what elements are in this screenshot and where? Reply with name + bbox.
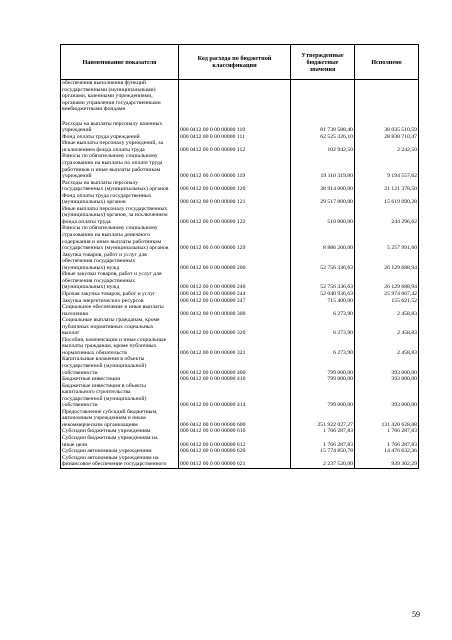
row-code-cell: 000 0412 00 0 00 00000 620 [179, 448, 291, 455]
spacer-cell [61, 113, 179, 121]
table-header-row [61, 45, 419, 80]
row-approved-cell: 102 942,50 [291, 140, 355, 153]
row-code-cell: 000 0412 00 0 00 00000 110 [179, 121, 291, 134]
table-row [61, 337, 419, 357]
row-code-cell: 000 0412 00 0 00 00000 244 [179, 291, 291, 298]
row-name-line: выплат [62, 330, 80, 337]
row-name-cell [61, 252, 179, 272]
row-name-line: работников и иные выплаты работникам [62, 166, 161, 173]
row-code-cell: 000 0412 00 0 00 00000 400 [179, 356, 291, 376]
row-name-cell [61, 409, 179, 429]
row-name-line: Иные выплаты персоналу учреждений, за [62, 140, 164, 147]
row-name-line: внебюджетными фондами [62, 106, 126, 113]
row-name-line: (муниципальных) нужд [62, 284, 120, 291]
row-name-cell [61, 80, 179, 113]
column-header-code: Код расхода по бюджетной классификации [179, 45, 291, 80]
row-name-line: нормативных обязательств [62, 349, 127, 356]
row-executed-cell: 21 121 378,50 [355, 180, 419, 193]
row-approved-cell: 52 040 936,63 [291, 291, 355, 298]
row-code-cell: 000 0412 00 0 00 00000 247 [179, 298, 291, 305]
row-name-line: Иные выплаты персоналу государственных [62, 205, 168, 212]
row-executed-cell: 155 621,52 [355, 298, 419, 305]
table-row [61, 252, 419, 272]
row-approved-cell: 2 237 520,00 [291, 455, 355, 469]
row-name-line: Социальное обеспечение и иные выплаты [62, 304, 164, 311]
row-approved-cell: 29 517 800,00 [291, 193, 355, 206]
row-code-cell: 000 0412 00 0 00 00000 410 [179, 376, 291, 383]
table-row [61, 140, 419, 153]
row-executed-cell: 38 035 510,59 [355, 121, 419, 134]
row-approved-cell: 52 756 336,63 [291, 271, 355, 291]
table-body [61, 80, 419, 469]
row-code-cell: 000 0412 00 0 00 00000 120 [179, 180, 291, 193]
row-code-cell: 000 0412 00 0 00 00000 121 [179, 193, 291, 206]
table-row [61, 193, 419, 206]
row-executed-cell: 2 458,83 [355, 304, 419, 317]
row-executed-cell: 2 458,83 [355, 317, 419, 337]
row-name-line: Социальные выплаты гражданам, кроме [62, 317, 160, 324]
row-name-cell [61, 455, 179, 469]
table-row [61, 435, 419, 448]
row-name-cell [61, 121, 179, 134]
row-code-cell: 000 0412 00 0 00 00000 320 [179, 317, 291, 337]
table-row [61, 80, 419, 113]
row-approved-cell: 6 273,90 [291, 304, 355, 317]
row-name-line: органами управления государственными [62, 99, 161, 106]
row-name-line: Закупка энергетических ресурсов [62, 297, 144, 304]
row-name-line: Расходы на выплаты персоналу казенных [62, 120, 163, 127]
row-code-cell: 000 0412 00 0 00 00000 612 [179, 435, 291, 448]
table-row [61, 225, 419, 251]
row-approved-cell: 6 273,90 [291, 317, 355, 337]
row-executed-cell: 28 838 710,47 [355, 134, 419, 141]
row-name-cell [61, 435, 179, 448]
row-approved-cell [291, 80, 355, 113]
row-name-line: Прочая закупка товаров, работ и услуг [62, 290, 156, 297]
row-name-line: некоммерческим организациям [62, 421, 138, 428]
row-name-line: учреждений [62, 127, 92, 134]
row-name-line: государственной (муниципальной) [62, 362, 147, 369]
row-code-cell: 000 0412 00 0 00 00000 621 [179, 455, 291, 469]
row-name-line: Бюджетные инвестиции [62, 376, 121, 383]
row-approved-cell: 715 400,00 [291, 298, 355, 305]
table-row [61, 356, 419, 376]
row-name-cell [61, 271, 179, 291]
row-name-line: Расходы на выплаты персоналу [62, 179, 139, 186]
table-row [61, 383, 419, 409]
row-name-line: обеспечения государственных [62, 277, 136, 284]
row-approved-cell: 799 000,00 [291, 383, 355, 409]
row-name-line: обеспечения государственных [62, 258, 136, 265]
row-name-line: обеспечения выполнения функций [62, 80, 146, 86]
budget-sheet [60, 44, 418, 469]
row-executed-cell: 1 766 287,83 [355, 435, 419, 448]
column-header-name: Наименование показателя [61, 45, 179, 80]
row-name-line: иные цели [62, 441, 88, 448]
row-approved-cell: 15 774 850,78 [291, 448, 355, 455]
row-executed-cell: 26 129 688,94 [355, 252, 419, 272]
row-name-line: Предоставление субсидий бюджетным, [62, 408, 158, 415]
row-name-line: страхованию на выплаты денежного [62, 232, 151, 239]
row-approved-cell: 251 922 027,27 [291, 409, 355, 429]
row-name-line: автономным учреждениям и иным [62, 415, 146, 422]
row-name-line: Субсидии автономным учреждениям [62, 448, 152, 455]
row-name-cell [61, 356, 179, 376]
budget-table [60, 44, 419, 469]
row-code-cell: 000 0412 00 0 00 00000 610 [179, 428, 291, 435]
row-code-cell: 000 0412 00 0 00 00000 111 [179, 134, 291, 141]
row-name-line: государственных (муниципальных) органов [62, 245, 169, 252]
row-name-cell [61, 140, 179, 153]
row-executed-cell: 1 766 287,83 [355, 428, 419, 435]
row-code-cell: 000 0412 00 0 00 00000 300 [179, 304, 291, 317]
row-name-line: Бюджетные инвестиции в объекты [62, 382, 146, 389]
table-row [61, 180, 419, 193]
row-name-line: Взносы по обязательному социальному [62, 225, 158, 232]
row-name-line: содержания и иные выплаты работникам [62, 238, 162, 245]
row-name-line: государственных (муниципальных) органов [62, 186, 169, 193]
row-executed-cell: 25 974 067,42 [355, 291, 419, 298]
row-name-line: финансовое обеспечение государственного [62, 461, 167, 468]
table-row [61, 153, 419, 179]
row-name-cell [61, 317, 179, 337]
row-name-line: выплаты гражданам, кроме публичных [62, 343, 157, 350]
row-approved-cell: 52 756 336,63 [291, 252, 355, 272]
row-name-line: фонда оплаты труда [62, 218, 111, 225]
row-name-line: (муниципальных) нужд [62, 264, 120, 271]
row-approved-cell: 1 766 287,83 [291, 435, 355, 448]
row-executed-cell: 5 257 991,60 [355, 225, 419, 251]
row-code-cell: 000 0412 00 0 00 00000 600 [179, 409, 291, 429]
row-name-cell [61, 225, 179, 251]
row-name-line: собственности [62, 402, 98, 409]
row-name-cell [61, 383, 179, 409]
row-name-line: Субсидии автономным учреждениям на [62, 454, 159, 461]
row-executed-cell: 131 420 628,08 [355, 409, 419, 429]
row-name-line: (муниципальных) органов, за исключением [62, 212, 168, 219]
row-approved-cell: 6 273,90 [291, 337, 355, 357]
row-name-line: Фонд оплаты труда учреждений [62, 133, 140, 140]
page-number: 59 [412, 610, 420, 619]
row-executed-cell: 393 000,00 [355, 383, 419, 409]
row-code-cell: 000 0412 00 0 00 00000 129 [179, 225, 291, 251]
row-name-line: публичных нормативных социальных [62, 323, 154, 330]
row-name-cell [61, 153, 179, 179]
row-executed-cell: 2 458,83 [355, 337, 419, 357]
row-name-line: государственными (муниципальными) [62, 86, 156, 93]
row-approved-cell: 510 000,00 [291, 206, 355, 226]
row-executed-cell: 939 302,29 [355, 455, 419, 469]
row-name-line: Капитальные вложения в объекты [62, 356, 145, 363]
spacer-cell [355, 113, 419, 121]
row-approved-cell: 799 000,00 [291, 356, 355, 376]
row-name-line: исключением фонда оплаты труда [62, 146, 145, 153]
row-name-line: Субсидии бюджетным учреждениям на [62, 434, 158, 441]
table-row [61, 455, 419, 469]
row-code-cell: 000 0412 00 0 00 00000 200 [179, 252, 291, 272]
row-name-line: Закупка товаров, работ и услуг для [62, 251, 147, 258]
row-name-cell [61, 206, 179, 226]
row-executed-cell [355, 80, 419, 113]
row-code-cell [179, 80, 291, 113]
row-name-line: Фонд оплаты труда государственных [62, 192, 152, 199]
row-executed-cell: 393 000,00 [355, 356, 419, 376]
row-name-cell [61, 180, 179, 193]
row-approved-cell: 1 766 287,83 [291, 428, 355, 435]
row-name-line: (муниципальных) органов [62, 199, 126, 206]
table-row [61, 121, 419, 134]
table-spacer-row [61, 113, 419, 121]
column-header-approved: Утвержденные бюджетные значения [291, 45, 355, 80]
row-executed-cell: 244 296,62 [355, 206, 419, 226]
table-row [61, 317, 419, 337]
row-executed-cell: 9 194 557,62 [355, 153, 419, 179]
row-code-cell: 000 0412 00 0 00 00000 414 [179, 383, 291, 409]
row-executed-cell: 2 242,50 [355, 140, 419, 153]
row-name-cell [61, 304, 179, 317]
column-header-executed: Исполнено [355, 45, 419, 80]
row-name-line: Взносы по обязательному социальному [62, 153, 158, 160]
row-approved-cell: 8 886 200,00 [291, 225, 355, 251]
row-name-line: Субсидии бюджетным учреждениям [62, 428, 151, 435]
row-approved-cell: 38 914 000,00 [291, 180, 355, 193]
row-approved-cell: 62 525 326,10 [291, 134, 355, 141]
row-executed-cell: 393 000,00 [355, 376, 419, 383]
row-code-cell: 000 0412 00 0 00 00000 119 [179, 153, 291, 179]
row-name-line: страхованию на выплаты по оплате труда [62, 160, 163, 167]
table-row [61, 304, 419, 317]
row-code-cell: 000 0412 00 0 00 00000 240 [179, 271, 291, 291]
row-name-line: собственности [62, 369, 98, 376]
row-code-cell: 000 0412 00 0 00 00000 112 [179, 140, 291, 153]
row-code-cell: 000 0412 00 0 00 00000 321 [179, 337, 291, 357]
row-approved-cell: 799 000,00 [291, 376, 355, 383]
row-executed-cell: 15 619 090,28 [355, 193, 419, 206]
row-name-line: Пособия, компенсации и иные социальные [62, 336, 167, 343]
spacer-cell [179, 113, 291, 121]
row-name-cell [61, 337, 179, 357]
table-row [61, 271, 419, 291]
row-executed-cell: 26 129 688,94 [355, 271, 419, 291]
row-name-line: капитального строительства [62, 389, 131, 396]
row-name-line: государственной (муниципальной) [62, 395, 147, 402]
row-name-cell [61, 193, 179, 206]
row-approved-cell: 81 738 588,40 [291, 121, 355, 134]
table-row [61, 206, 419, 226]
table-row [61, 409, 419, 429]
spacer-cell [291, 113, 355, 121]
row-name-line: населению [62, 310, 89, 317]
row-name-line: Иные закупки товаров, работ и услуг для [62, 271, 162, 278]
row-name-line: органами, казенными учреждениями, [62, 93, 153, 100]
row-executed-cell: 14 476 632,36 [355, 448, 419, 455]
row-approved-cell: 19 110 319,80 [291, 153, 355, 179]
row-code-cell: 000 0412 00 0 00 00000 122 [179, 206, 291, 226]
row-name-line: учреждений [62, 173, 92, 180]
